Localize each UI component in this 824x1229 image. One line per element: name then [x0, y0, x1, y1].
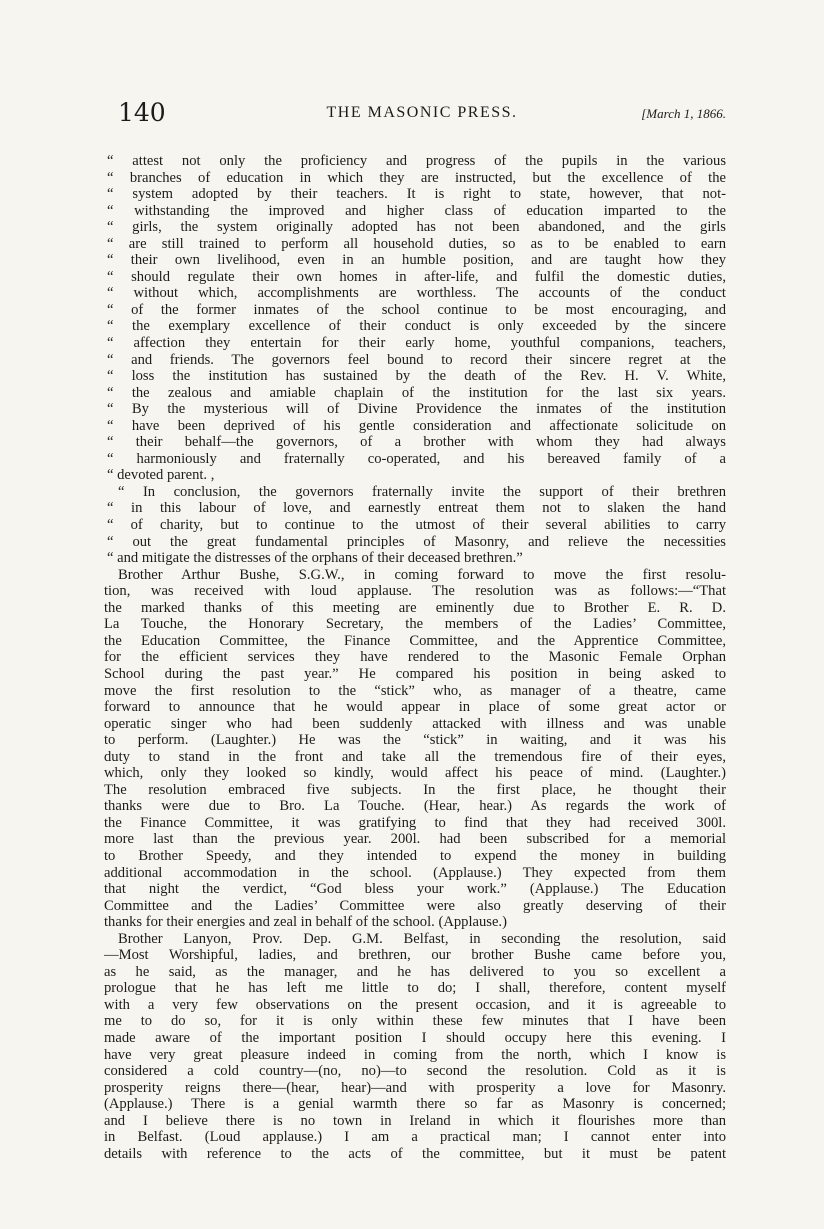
text-line: —Most Worshipful, ladies, and brethren, our brother Bushe came before you, [104, 947, 726, 964]
text-line: as he said, as the manager, and he has delivered to you so excellent a [104, 963, 726, 980]
text-line: which, only they looked so kindly, would affect his peace of mind. (Laughter.) [104, 765, 726, 782]
text-line: “ the exemplary excellence of their conduct is only exceeded by the sincere [107, 318, 726, 335]
text-line: details with reference to the acts of the committee, but it must be patent [104, 1145, 726, 1162]
text-line: La Touche, the Honorary Secretary, the members of the Ladies’ Committee, [104, 616, 726, 633]
page-number: 140 [118, 98, 166, 127]
text-line: “ attest not only the proficiency and progress of the pupils in the various [107, 153, 726, 169]
text-line: prologue that he has left me little to do; I shall, therefore, content myself [104, 980, 726, 997]
text-line: “ and friends. The governors feel bound to record their sincere regret at the [107, 351, 726, 368]
text-line: move the first resolution to the “stick” who, as manager of a theatre, came [104, 682, 726, 699]
text-line: the Education Committee, the Finance Committee, and the Apprentice Committee, [104, 632, 726, 649]
text-line: The resolution embraced five subjects. In the first place, he thought their [104, 781, 726, 798]
text-line: “ By the mysterious will of Divine Providence the inmates of the institution [107, 401, 726, 418]
text-line: “ In conclusion, the governors fraternally invite the support of their brethren [118, 483, 726, 500]
text-line: “ affection they entertain for their early home, youthful companions, teachers, [107, 335, 726, 352]
text-line: “ out the great fundamental principles of Masonry, and relieve the necessities [107, 533, 726, 550]
text-line: “ should regulate their own homes in after-life, and fulfil the domestic duties, [107, 268, 726, 285]
text-line: operatic singer who had been suddenly attacked with illness and was unable [104, 715, 726, 732]
text-line: duty to stand in the front and take all the tremendous fire of their eyes, [104, 748, 726, 765]
text-line: forward to announce that he would appear in place of some great actor or [104, 699, 726, 716]
text-line: prosperity reigns there—(hear, hear)—and with prosperity a love for Masonry. [104, 1079, 726, 1096]
article-body [104, 153, 726, 1162]
text-line: “ girls, the system originally adopted has not been abandoned, and the girls [107, 219, 726, 236]
text-line: Brother Arthur Bushe, S.G.W., in coming forward to move the first resolu- [118, 566, 726, 583]
text-line: “ devoted parent. , [107, 467, 215, 484]
text-line: the marked thanks of this meeting are eminently due to Brother E. R. D. [104, 599, 726, 616]
text-line: thanks were due to Bro. La Touche. (Hear, hear.) As regards the work of [104, 798, 726, 815]
text-line: have very great pleasure indeed in coming from the north, which I know is [104, 1046, 726, 1063]
text-line: “ are still trained to perform all household duties, so as to be enabled to earn [107, 235, 726, 252]
text-line: Committee and the Ladies’ Committee were also greatly deserving of their [104, 897, 726, 914]
text-line: additional accommodation in the school. (Applause.) They expected from them [104, 864, 726, 881]
text-line: and I believe there is no town in Ireland in which it flourishes more than [104, 1112, 726, 1129]
text-line: “ system adopted by their teachers. It is right to state, however, that not- [107, 186, 726, 203]
text-line: “ withstanding the improved and higher class of education imparted to the [107, 202, 726, 219]
text-line: to perform. (Laughter.) He was the “stick” in waiting, and it was his [104, 732, 726, 749]
text-line: “ harmoniously and fraternally co-operated, and his bereaved family of a [107, 450, 726, 467]
text-line: School during the past year.” He compared his position in being asked to [104, 665, 726, 682]
text-line: thanks for their energies and zeal in behalf of the school. (Applause.) [104, 914, 507, 931]
text-line: “ branches of education in which they are instructed, but the excellence of the [107, 169, 726, 186]
text-line: in Belfast. (Loud applause.) I am a practical man; I cannot enter into [104, 1129, 726, 1146]
text-line: to Brother Speedy, and they intended to expend the money in building [104, 847, 726, 864]
issue-date: [March 1, 1866. [641, 106, 726, 121]
text-line: “ and mitigate the distresses of the orphans of their deceased brethren.” [107, 550, 523, 567]
text-line: “ have been deprived of his gentle consideration and affectionate solicitude on [107, 417, 726, 434]
text-line: more last than the previous year. 200l. had been subscribed for a memorial [104, 831, 726, 848]
text-line: “ of the former inmates of the school continue to be most encouraging, and [107, 301, 726, 318]
text-line: “ of charity, but to continue to the utmost of their several abilities to carry [107, 517, 726, 534]
text-line: Brother Lanyon, Prov. Dep. G.M. Belfast, in seconding the resolution, said [118, 930, 726, 947]
text-line: that night the verdict, “God bless your work.” (Applause.) The Education [104, 881, 726, 898]
text-line: “ in this labour of love, and earnestly entreat them not to slaken the hand [107, 500, 726, 517]
text-line: the Finance Committee, it was gratifying to find that they had received 300l. [104, 814, 726, 831]
publication-title: THE MASONIC PRESS. [326, 104, 518, 121]
text-line: (Applause.) There is a genial warmth there so far as Masonry is concerned; [104, 1096, 726, 1113]
text-line: me to do so, for it is only within these few minutes that I have been [104, 1013, 726, 1030]
text-line: with a very few observations on the present occasion, and it is agreeable to [104, 996, 726, 1013]
page-header [118, 98, 726, 134]
text-line: “ without which, accomplishments are worthless. The accounts of the conduct [107, 285, 726, 302]
text-line: “ their behalf—the governors, of a brother with whom they had always [107, 434, 726, 451]
text-line: “ their own livelihood, even in an humble position, and are taught how they [107, 252, 726, 269]
text-line: “ the zealous and amiable chaplain of the institution for the last six years. [107, 384, 726, 401]
text-line: considered a cold country—(no, no)—to second the resolution. Cold as it is [104, 1063, 726, 1080]
text-line: “ loss the institution has sustained by the death of the Rev. H. V. White, [107, 368, 726, 385]
text-line: tion, was received with loud applause. The resolution was as follows:—“That [104, 583, 726, 600]
text-line: for the efficient services they have rendered to the Masonic Female Orphan [104, 649, 726, 666]
text-line: made aware of the important position I should occupy here this evening. I [104, 1029, 726, 1046]
